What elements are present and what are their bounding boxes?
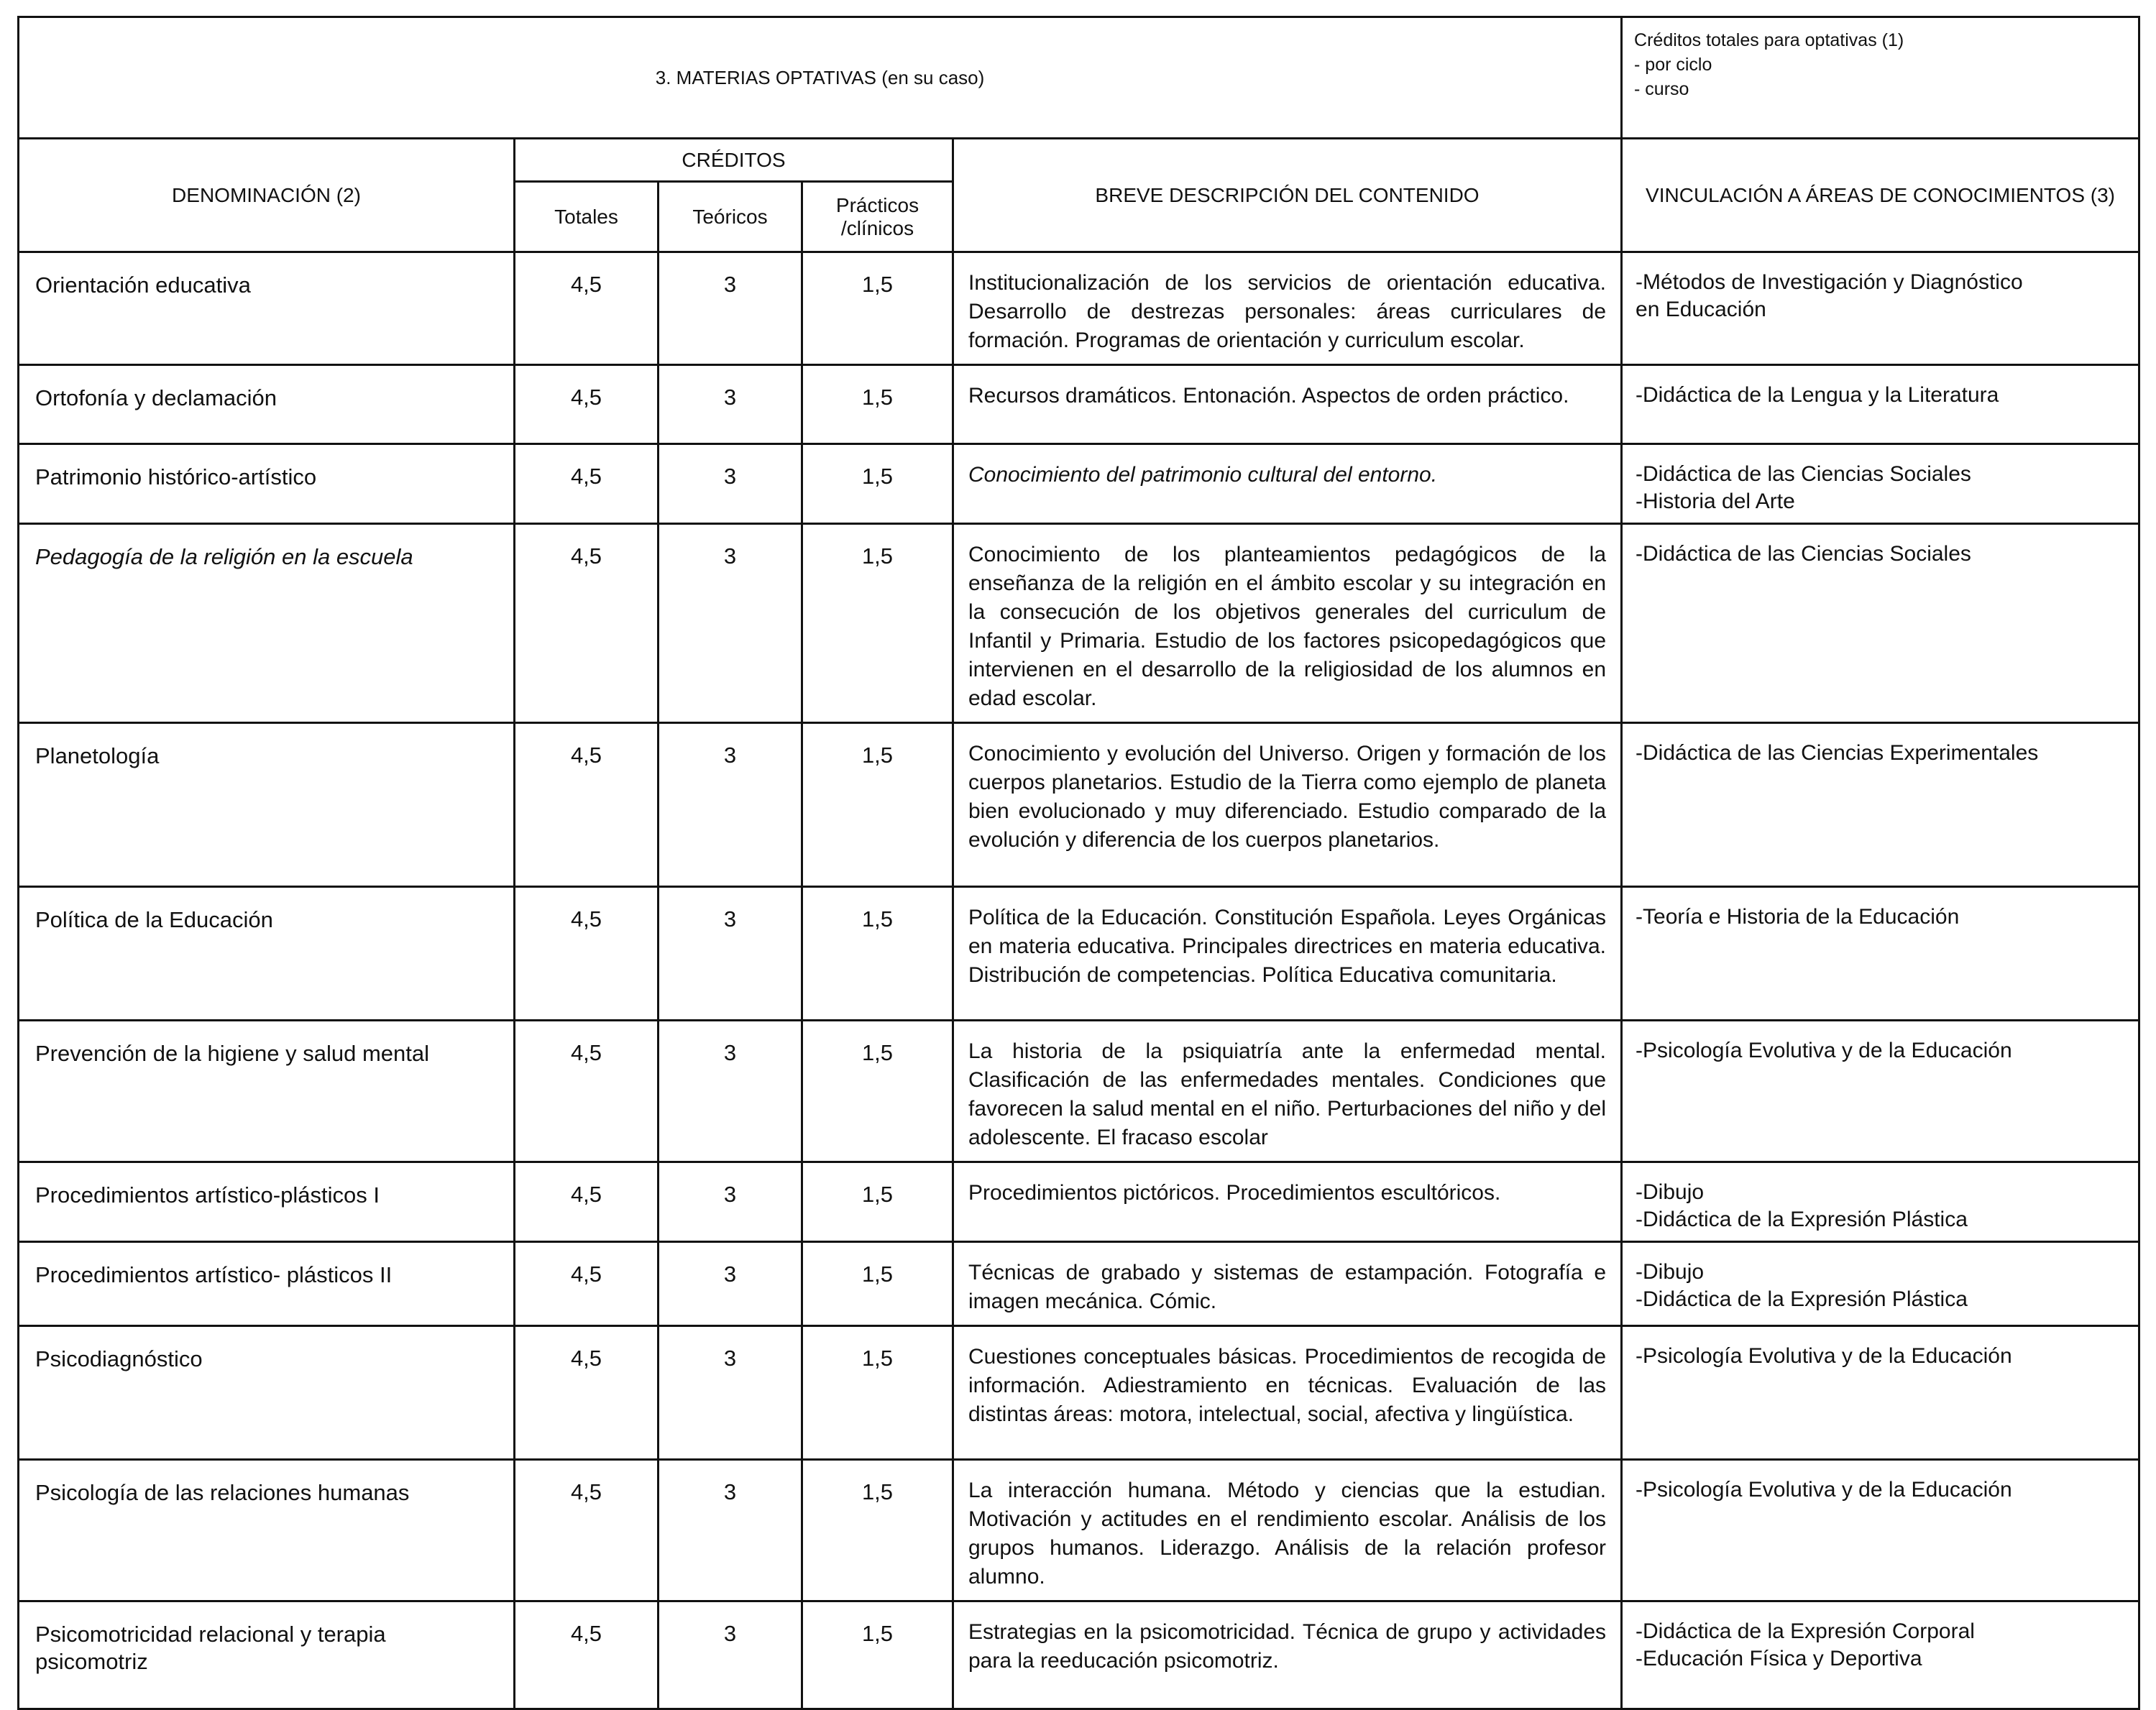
content-description: Conocimiento de los planteamientos pedagógicos de la enseñanza de la religión en el ámbito escolar y su integración en la consecución de los objetivos generales del curriculum de Infantil y Primaria. Estudio de los factores psicopedagógicos que intervienen en el desarrollo de la religiosidad de los alumnos en edad escolar.: [953, 524, 1622, 723]
column-header-row: [19, 139, 2139, 182]
subject-name: Pedagogía de la religión en la escuela: [19, 524, 515, 723]
title-row: [19, 17, 2139, 139]
content-description: Conocimiento del patrimonio cultural del entorno.: [953, 444, 1622, 524]
credits-total-line: - por ciclo: [1634, 55, 1712, 75]
credits-totales: 4,5: [515, 1460, 659, 1601]
table-row: [19, 887, 2139, 1021]
credits-totales: 4,5: [515, 1601, 659, 1709]
credits-total-box: [1622, 17, 2139, 139]
section-title: 3. MATERIAS OPTATIVAS (en su caso): [19, 17, 1622, 139]
credits-totales: 4,5: [515, 252, 659, 365]
knowledge-areas: -Psicología Evolutiva y de la Educación: [1622, 1021, 2139, 1162]
credits-practicos: 1,5: [802, 1601, 953, 1709]
table-row: [19, 1601, 2139, 1709]
content-description: Recursos dramáticos. Entonación. Aspectos de orden práctico.: [953, 365, 1622, 444]
credits-totales: 4,5: [515, 723, 659, 887]
knowledge-areas: -Psicología Evolutiva y de la Educación: [1622, 1326, 2139, 1460]
table-row: [19, 1326, 2139, 1460]
content-description: La interacción humana. Método y ciencias que la estudian. Motivación y actitudes en el rendimiento escolar. Análisis de los grupos humanos. Liderazgo. Análisis de la relación profesor alumno.: [953, 1460, 1622, 1601]
table-row: [19, 365, 2139, 444]
col-descripcion: BREVE DESCRIPCIÓN DEL CONTENIDO: [953, 139, 1622, 252]
subject-name: Política de la Educación: [19, 887, 515, 1021]
credits-teoricos: 3: [659, 723, 802, 887]
content-description: La historia de la psiquiatría ante la enfermedad mental. Clasificación de las enfermedades mentales. Condiciones que favorecen la salud mental en el niño. Perturbaciones del niño y del adolescente. El fracaso escolar: [953, 1021, 1622, 1162]
knowledge-areas: -Didáctica de las Ciencias Sociales -Historia del Arte: [1622, 444, 2139, 524]
subject-name: Orientación educativa: [19, 252, 515, 365]
credits-totales: 4,5: [515, 1242, 659, 1326]
credits-total-line: - curso: [1634, 79, 1689, 99]
credits-teoricos: 3: [659, 252, 802, 365]
credits-teoricos: 3: [659, 1326, 802, 1460]
credits-teoricos: 3: [659, 1242, 802, 1326]
credits-teoricos: 3: [659, 444, 802, 524]
subject-name: Psicología de las relaciones humanas: [19, 1460, 515, 1601]
table-row: [19, 1021, 2139, 1162]
col-denominacion: DENOMINACIÓN (2): [19, 139, 515, 252]
subject-name: Procedimientos artístico-plásticos I: [19, 1162, 515, 1242]
credits-total-line: Créditos totales para optativas (1): [1634, 30, 1904, 50]
knowledge-areas: -Didáctica de las Ciencias Sociales: [1622, 524, 2139, 723]
table-row: [19, 723, 2139, 887]
credits-practicos: 1,5: [802, 1326, 953, 1460]
credits-totales: 4,5: [515, 365, 659, 444]
content-description: Política de la Educación. Constitución Española. Leyes Orgánicas en materia educativa. Principales directrices en materia educativa. Distribución de competencias. Política Educativa comunitaria.: [953, 887, 1622, 1021]
credits-practicos: 1,5: [802, 365, 953, 444]
credits-teoricos: 3: [659, 1460, 802, 1601]
credits-teoricos: 3: [659, 1162, 802, 1242]
credits-practicos: 1,5: [802, 524, 953, 723]
table-row: [19, 252, 2139, 365]
col-totales: Totales: [515, 182, 659, 252]
document-page: [17, 16, 2138, 1674]
credits-practicos: 1,5: [802, 252, 953, 365]
content-description: Procedimientos pictóricos. Procedimientos escultóricos.: [953, 1162, 1622, 1242]
materias-optativas-table: [17, 16, 2140, 1710]
credits-totales: 4,5: [515, 444, 659, 524]
content-description: Institucionalización de los servicios de orientación educativa. Desarrollo de destrezas personales: áreas curriculares de formación. Programas de orientación y curriculum escolar.: [953, 252, 1622, 365]
credits-practicos: 1,5: [802, 444, 953, 524]
subject-name: Psicodiagnóstico: [19, 1326, 515, 1460]
table-row: [19, 444, 2139, 524]
credits-teoricos: 3: [659, 1021, 802, 1162]
col-creditos: CRÉDITOS: [515, 139, 953, 182]
credits-practicos: 1,5: [802, 1242, 953, 1326]
credits-totales: 4,5: [515, 1021, 659, 1162]
credits-teoricos: 3: [659, 365, 802, 444]
knowledge-areas: -Didáctica de la Lengua y la Literatura: [1622, 365, 2139, 444]
credits-practicos: 1,5: [802, 1162, 953, 1242]
content-description: Cuestiones conceptuales básicas. Procedimientos de recogida de información. Adiestramiento en técnicas. Evaluación de las distintas áreas: motora, intelectual, social, afectiva y lingüística.: [953, 1326, 1622, 1460]
table-row: [19, 1162, 2139, 1242]
subject-name: Patrimonio histórico-artístico: [19, 444, 515, 524]
knowledge-areas: -Dibujo -Didáctica de la Expresión Plástica: [1622, 1162, 2139, 1242]
knowledge-areas: -Teoría e Historia de la Educación: [1622, 887, 2139, 1021]
subject-name: Ortofonía y declamación: [19, 365, 515, 444]
subject-name: Psicomotricidad relacional y terapia psicomotriz: [19, 1601, 515, 1709]
col-vinculacion: VINCULACIÓN A ÁREAS DE CONOCIMIENTOS (3): [1622, 139, 2139, 252]
col-teoricos: Teóricos: [659, 182, 802, 252]
subject-name: Planetología: [19, 723, 515, 887]
knowledge-areas: -Métodos de Investigación y Diagnóstico en Educación: [1622, 252, 2139, 365]
credits-teoricos: 3: [659, 1601, 802, 1709]
credits-practicos: 1,5: [802, 1021, 953, 1162]
subject-name: Procedimientos artístico- plásticos II: [19, 1242, 515, 1326]
credits-totales: 4,5: [515, 1162, 659, 1242]
col-practicos: Prácticos /clínicos: [802, 182, 953, 252]
credits-teoricos: 3: [659, 887, 802, 1021]
credits-teoricos: 3: [659, 524, 802, 723]
content-description: Estrategias en la psicomotricidad. Técnica de grupo y actividades para la reeducación psicomotriz.: [953, 1601, 1622, 1709]
credits-totales: 4,5: [515, 1326, 659, 1460]
subject-name: Prevención de la higiene y salud mental: [19, 1021, 515, 1162]
knowledge-areas: -Psicología Evolutiva y de la Educación: [1622, 1460, 2139, 1601]
credits-totales: 4,5: [515, 887, 659, 1021]
table-row: [19, 1242, 2139, 1326]
content-description: Conocimiento y evolución del Universo. Origen y formación de los cuerpos planetarios. Estudio de la Tierra como ejemplo de planeta bien evolucionado y muy diferenciado. Estudio comparado de la evolución y diferencia de los cuerpos planetarios.: [953, 723, 1622, 887]
knowledge-areas: -Didáctica de la Expresión Corporal -Educación Física y Deportiva: [1622, 1601, 2139, 1709]
knowledge-areas: -Dibujo -Didáctica de la Expresión Plástica: [1622, 1242, 2139, 1326]
credits-practicos: 1,5: [802, 723, 953, 887]
knowledge-areas: -Didáctica de las Ciencias Experimentales: [1622, 723, 2139, 887]
credits-practicos: 1,5: [802, 887, 953, 1021]
credits-practicos: 1,5: [802, 1460, 953, 1601]
table-row: [19, 524, 2139, 723]
credits-totales: 4,5: [515, 524, 659, 723]
table-row: [19, 1460, 2139, 1601]
content-description: Técnicas de grabado y sistemas de estampación. Fotografía e imagen mecánica. Cómic.: [953, 1242, 1622, 1326]
